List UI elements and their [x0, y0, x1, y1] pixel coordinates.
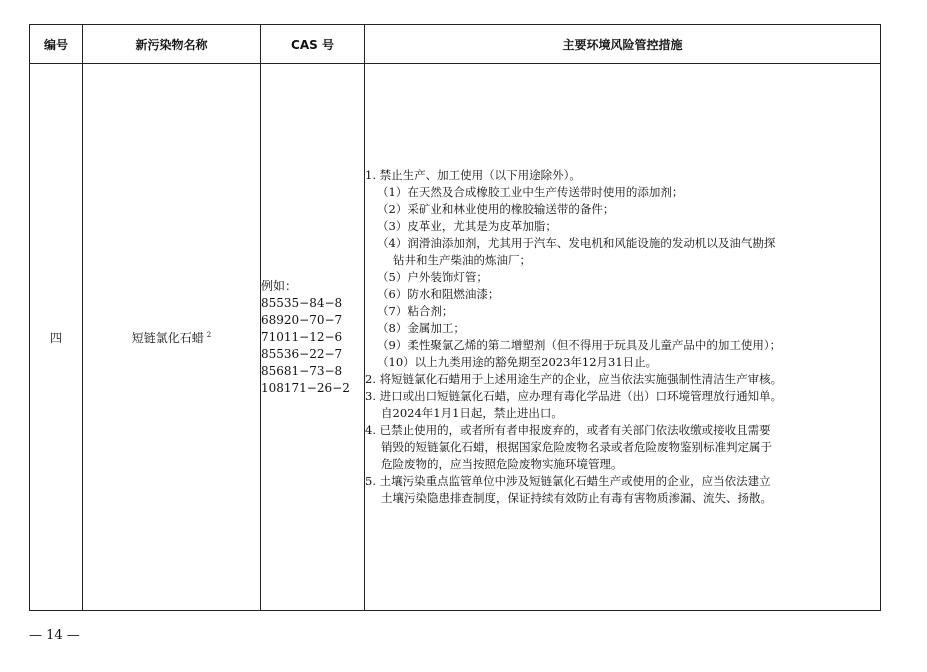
- table-header-row: [30, 25, 881, 64]
- header-serial: 编号: [30, 25, 83, 64]
- cas-number: 85681−73−8: [261, 363, 343, 378]
- header-measures: 主要环境风险管控措施: [365, 25, 881, 64]
- measure-continuation: 土壤污染隐患排查制度，保证持续有效防止有毒有害物质渗漏、流失、扬散。: [381, 491, 772, 505]
- cas-number: 85535−84−8: [261, 295, 343, 310]
- measure-continuation: 危险废物的，应当按照危险废物实施环境管理。: [381, 457, 623, 471]
- cas-number: 108171−26−2: [261, 380, 350, 395]
- measure-continuation: 销毁的短链氯化石蜡，根据国家危险废物名录或者危险废物鉴别标准判定属于: [381, 440, 772, 454]
- cas-prefix: 例如：: [261, 278, 298, 293]
- cas-number: 71011−12−6: [261, 329, 343, 344]
- measure-item: 5. 土壤污染重点监管单位中涉及短链氯化石蜡生产或使用的企业，应当依法建立: [365, 474, 771, 488]
- row-serial: 四: [30, 64, 83, 611]
- header-cas: CAS 号: [261, 25, 365, 64]
- row-cas-cell: [261, 64, 365, 611]
- measure-continuation: 钻井和生产柴油的炼油厂；: [393, 253, 531, 267]
- measure-subitem: （4）润滑油添加剂，尤其用于汽车、发电机和风能设施的发动机以及油气勘探: [377, 236, 776, 250]
- table-row: [30, 64, 881, 611]
- measure-subitem: （8）金属加工；: [377, 321, 465, 335]
- measure-subitem: （9）柔性聚氯乙烯的第二增塑剂（但不得用于玩具及儿童产品中的加工使用）；: [377, 338, 782, 352]
- measure-item: 3. 进口或出口短链氯化石蜡，应办理有毒化学品进（出）口环境管理放行通知单。: [365, 389, 783, 403]
- cas-number: 68920−70−7: [261, 312, 343, 327]
- measure-item: 1. 禁止生产、加工使用（以下用途除外）。: [365, 168, 581, 182]
- measure-subitem: （5）户外装饰灯管；: [377, 270, 488, 284]
- measure-continuation: 自2024年1月1日起，禁止进出口。: [381, 406, 563, 420]
- measure-subitem: （1）在天然及合成橡胶工业中生产传送带时使用的添加剂；: [377, 185, 684, 199]
- measure-subitem: （7）粘合剂；: [377, 304, 454, 318]
- risk-control-table: [29, 24, 881, 611]
- footnote-marker: 2: [206, 330, 212, 339]
- pollutant-name: 短链氯化石蜡: [131, 330, 204, 345]
- measure-subitem: （3）皮革业，尤其是为皮革加脂；: [377, 219, 557, 233]
- row-name-cell: [83, 64, 261, 611]
- cas-number: 85536−22−7: [261, 346, 343, 361]
- measure-subitem: （6）防水和阻燃油漆；: [377, 287, 500, 301]
- measure-subitem: （10）以上九类用途的豁免期至2023年12月31日止。: [377, 355, 658, 369]
- measure-item: 4. 已禁止使用的，或者所有者申报废弃的，或者有关部门依法收缴或接收且需要: [365, 423, 771, 437]
- header-name: 新污染物名称: [83, 25, 261, 64]
- measure-item: 2. 将短链氯化石蜡用于上述用途生产的企业，应当依法实施强制性清洁生产审核。: [365, 372, 783, 386]
- measure-subitem: （2）采矿业和林业使用的橡胶输送带的备件；: [377, 202, 615, 216]
- page-number: — 14 —: [29, 628, 80, 643]
- row-measures-cell: [365, 64, 881, 611]
